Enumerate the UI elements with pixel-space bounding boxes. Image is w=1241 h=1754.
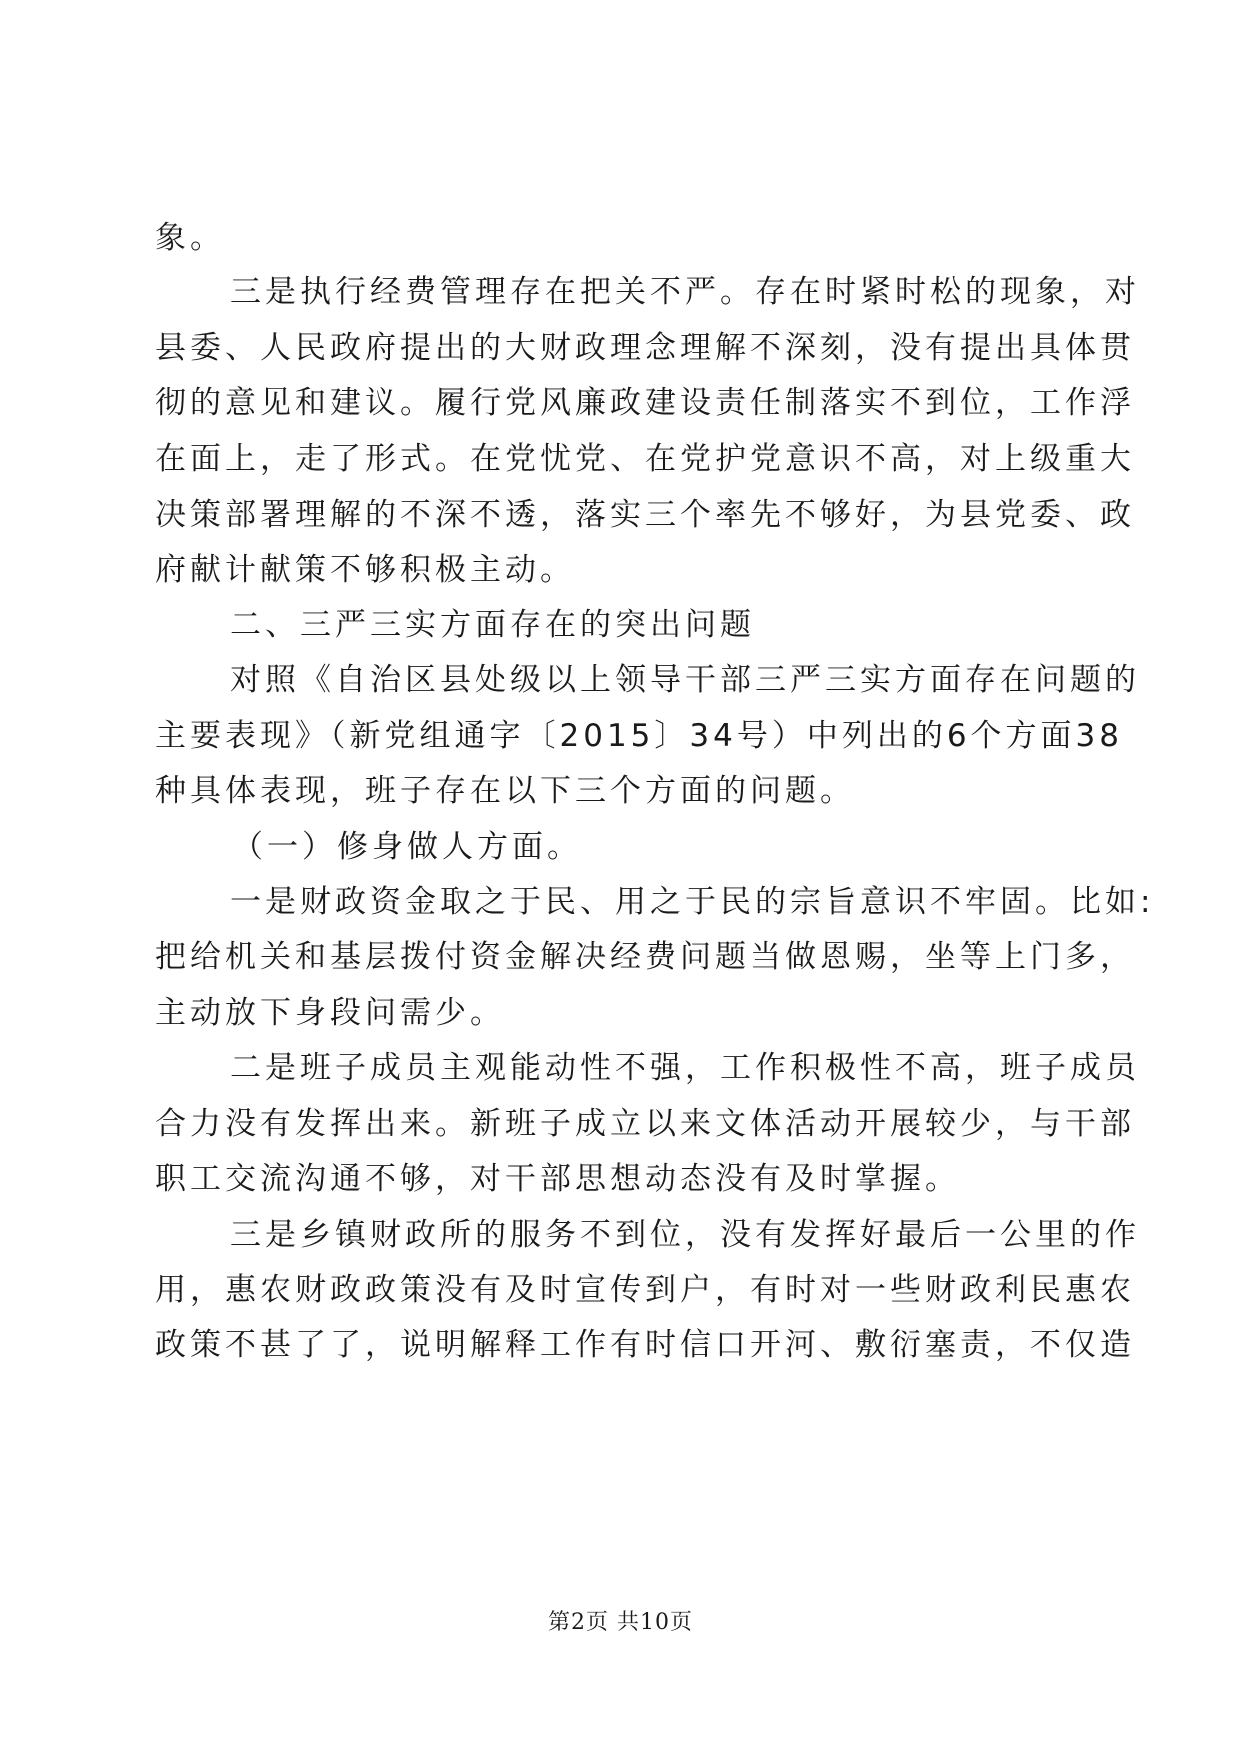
text-line: 三是执行经费管理存在把关不严。存在时紧时松的现象，对 — [230, 274, 1140, 310]
text-line: 一是财政资金取之于民、用之于民的宗旨意识不牢固。比如: — [230, 884, 1155, 920]
page-number-footer: 第2页 共10页 — [548, 1610, 693, 1635]
text-line: 县委、人民政府提出的大财政理念理解不深刻，没有提出具体贯 — [155, 330, 1135, 366]
text-line: 象。 — [155, 220, 225, 256]
text-line: 对照《自治区县处级以上领导干部三严三实方面存在问题的 — [230, 662, 1140, 698]
text-line: 府献计献策不够积极主动。 — [155, 552, 575, 588]
text-line: 合力没有发挥出来。新班子成立以来文体活动开展较少，与干部 — [155, 1106, 1135, 1142]
text-line: 主要表现》（新党组通字〔2015〕34号）中列出的6个方面38 — [155, 718, 1124, 754]
text-line: 二是班子成员主观能动性不强，工作积极性不高，班子成员 — [230, 1050, 1140, 1086]
text-line: 用，惠农财政政策没有及时宣传到户，有时对一些财政利民惠农 — [155, 1272, 1135, 1308]
subsection-heading: （一）修身做人方面。 — [232, 829, 582, 865]
text-line: 职工交流沟通不够，对干部思想动态没有及时掌握。 — [155, 1161, 960, 1197]
text-line: 彻的意见和建议。履行党风廉政建设责任制落实不到位，工作浮 — [155, 385, 1135, 421]
text-line: 种具体表现，班子存在以下三个方面的问题。 — [155, 773, 855, 809]
text-line: 在面上，走了形式。在党忧党、在党护党意识不高，对上级重大 — [155, 441, 1135, 477]
text-line: 三是乡镇财政所的服务不到位，没有发挥好最后一公里的作 — [230, 1217, 1140, 1253]
section-heading: 二、三严三实方面存在的突出问题 — [230, 607, 755, 643]
text-line: 决策部署理解的不深不透，落实三个率先不够好，为县党委、政 — [155, 497, 1135, 533]
text-line: 把给机关和基层拨付资金解决经费问题当做恩赐，坐等上门多， — [155, 939, 1135, 975]
text-line: 政策不甚了了，说明解释工作有时信口开河、敷衍塞责，不仅造 — [155, 1327, 1135, 1363]
text-line: 主动放下身段问需少。 — [155, 995, 505, 1031]
